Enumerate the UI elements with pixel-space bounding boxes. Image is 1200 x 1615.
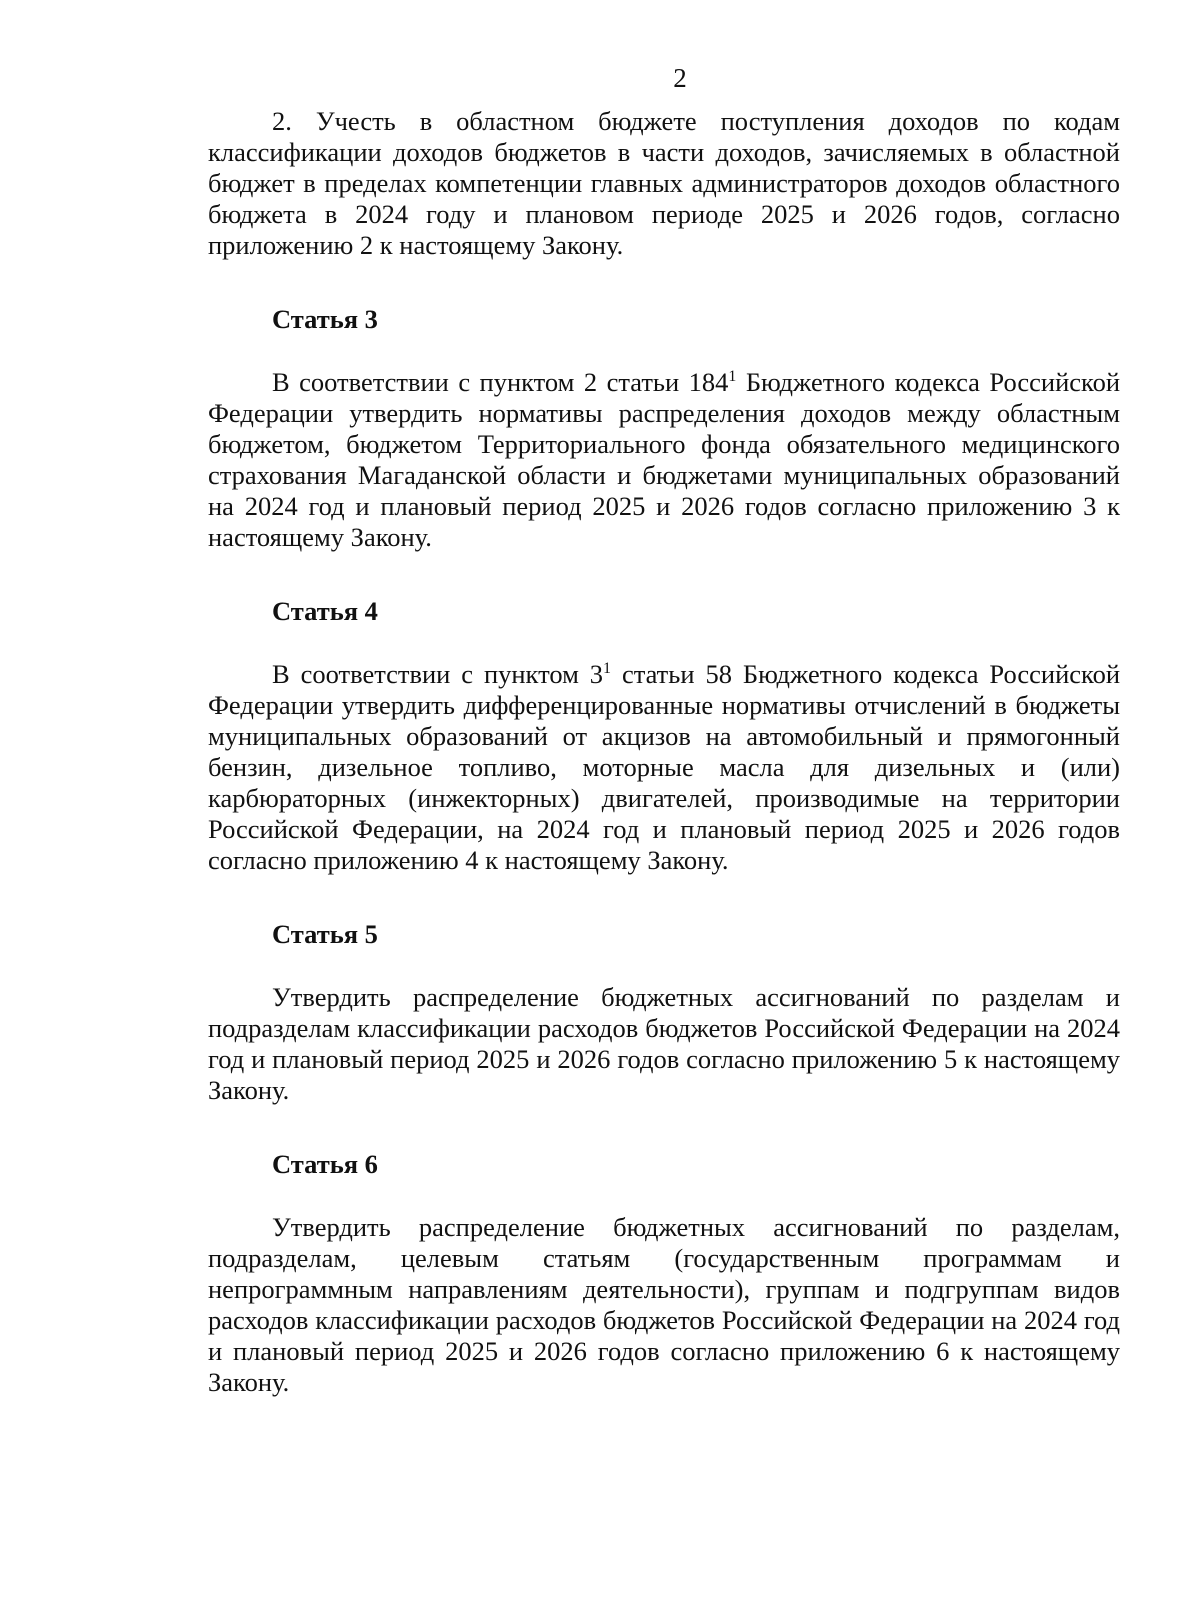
article-3-text-start: В соответствии с пунктом 2 статьи 184 [272, 367, 729, 397]
document-body [208, 106, 1120, 1398]
article-3-superscript: 1 [728, 368, 737, 385]
article-6-heading: Статья 6 [272, 1149, 378, 1179]
page-number: 2 [673, 63, 687, 93]
article-5-heading: Статья 5 [272, 919, 378, 949]
article-6-text: Утвердить распределение бюджетных ассигнований по разделам, подразделам, целевым статьям (государственным программам и непрограммным направлениям деятельности), группам и подгруппам видов расходов классификации расходов бюджетов Российской Федерации на 2024 год и плановый период 2025 и 2026 годов согласно приложению 6 к настоящему Закону. [208, 1212, 1120, 1397]
article-3-heading: Статья 3 [272, 304, 378, 334]
article-4-heading: Статья 4 [272, 596, 378, 626]
article-3-text-end: Бюджетного кодекса Российской Федерации утвердить нормативы распределения доходов между областным бюджетом, бюджетом Территориального фонда обязательного медицинского страхования Магаданской области и бюджетами муниципальных образований на 2024 год и плановый период 2025 и 2026 годов согласно приложению 3 к настоящему Закону. [208, 367, 1120, 552]
article-4-text [208, 659, 1120, 876]
article-4-superscript: 1 [603, 660, 612, 677]
paragraph-2: 2. Учесть в областном бюджете поступления доходов по кодам классификации доходов бюджетов в части доходов, зачисляемых в областной бюджет в пределах компетенции главных администраторов доходов областного бюджета в 2024 году и плановом периоде 2025 и 2026 годов, согласно приложению 2 к настоящему Закону. [208, 106, 1120, 260]
article-4-text-start: В соответствии с пунктом 3 [272, 659, 604, 689]
article-3-text [208, 367, 1120, 553]
article-5-text: Утвердить распределение бюджетных ассигнований по разделам и подразделам классификации расходов бюджетов Российской Федерации на 2024 год и плановый период 2025 и 2026 годов согласно приложению 5 к настоящему Закону. [208, 982, 1120, 1105]
article-4-text-end: статьи 58 Бюджетного кодекса Российской Федерации утвердить дифференцированные нормативы отчислений в бюджеты муниципальных образований от акцизов на автомобильный и прямогонный бензин, дизельное топливо, моторные масла для дизельных и (или) карбюраторных (инжекторных) двигателей, производимые на территории Российской Федерации, на 2024 год и плановый период 2025 и 2026 годов согласно приложению 4 к настоящему Закону. [208, 659, 1120, 875]
